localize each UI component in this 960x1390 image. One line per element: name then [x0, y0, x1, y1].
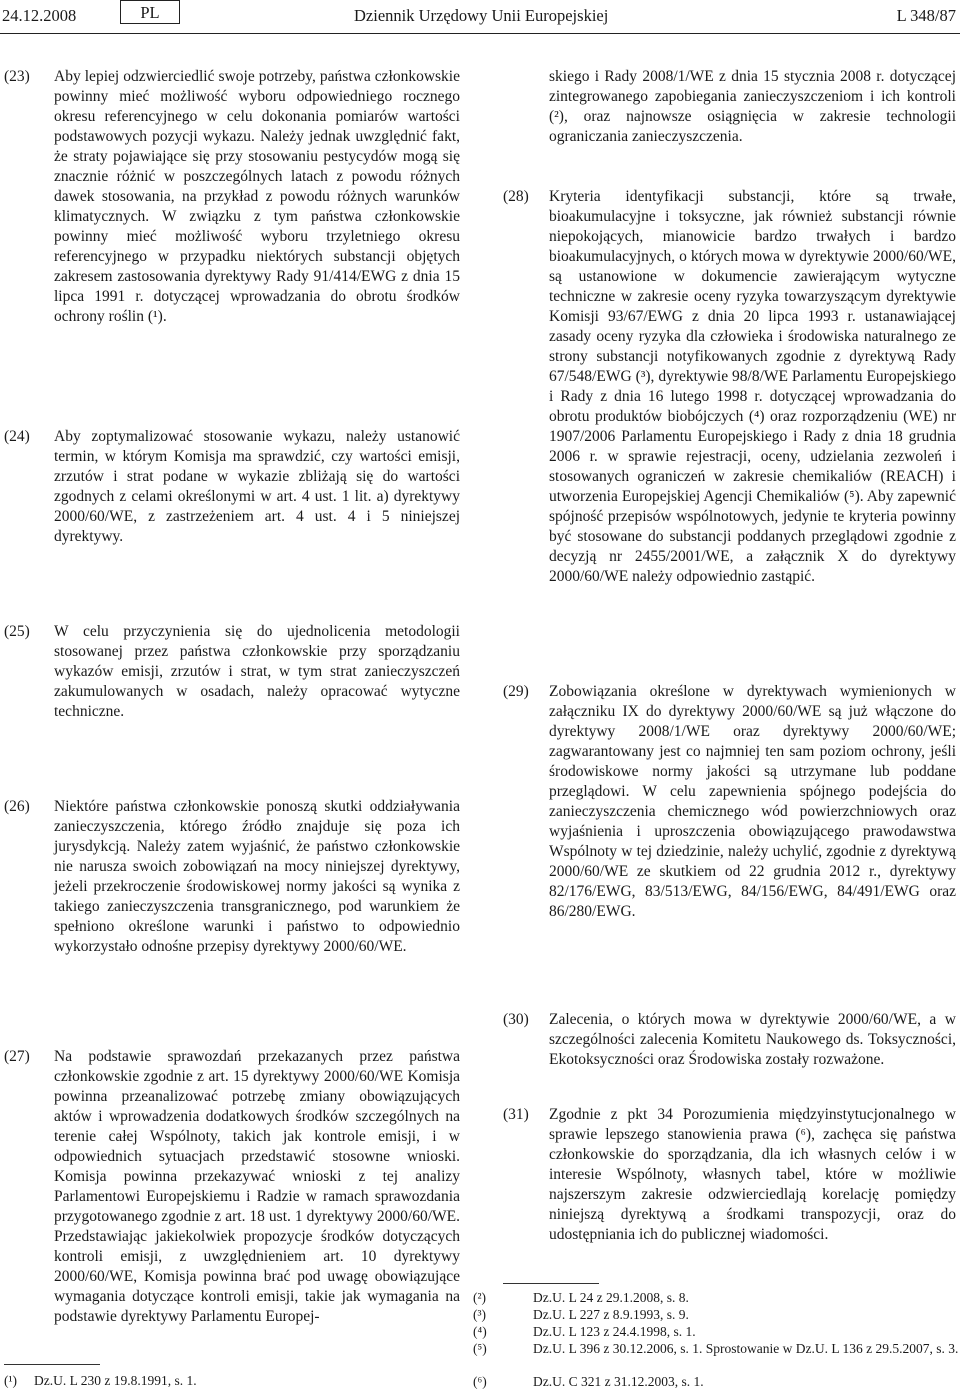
footnote-text: Dz.U. L 227 z 8.9.1993, s. 9. — [533, 1307, 689, 1322]
footnote-number: (²) — [473, 1290, 487, 1305]
header-rule — [0, 33, 960, 34]
recital-number: (25) — [4, 623, 30, 640]
footnote-text: Dz.U. L 396 z 30.12.2006, s. 1. Sprostowanie w Dz.U. L 136 z 29.5.2007, s. 3. — [533, 1341, 959, 1356]
footnote-number: (⁴) — [473, 1324, 487, 1339]
footnote-4 — [473, 1323, 960, 1340]
page-header — [0, 0, 960, 34]
footnote-separator — [503, 1283, 599, 1284]
recital-number: (30) — [503, 1011, 529, 1028]
recital-text: Zgodnie z pkt 34 Porozumienia międzyinstytucjonalnego w sprawie lepszego stanowienia prawa (⁶), zachęca się państwa członkowskie do sporządzania, dla ich własnych celów i w interesie Wspólnoty, własnych tabel, które w możliwie najszerszym zakresie odzwierciedlają korelację pomiędzy niniejszą dyrektywą a środkami transpozycji, oraz do udostępniania ich do publicznej wiadomości. — [549, 1106, 956, 1243]
footnote-5 — [473, 1340, 960, 1357]
recital-text: W celu przyczynienia się do ujednolicenia metodologii stosowanej przez państwa członkowskie przy sporządzaniu wykazów emisji, zrzutów i strat, w tym strat zanieczyszczeń zakumulowanych w osadach, należy opracować wytyczne techniczne. — [54, 623, 460, 720]
footnote-1 — [4, 1372, 460, 1389]
recital-text: Aby zoptymalizować stosowanie wykazu, należy ustanowić termin, w którym Komisja ma sprawdzić, czy wartości emisji, zrzutów i strat podane w wykazie zbliżają się do wartości zgodnych z celami określonymi w art. 4 ust. 1 lit. a) dyrektywy 2000/60/WE, z zastrzeżeniem art. 4 ust. 4 i 5 niniejszej dyrektywy. — [54, 428, 460, 545]
page-reference: L 348/87 — [896, 6, 956, 25]
publication-date: 24.12.2008 — [2, 6, 77, 25]
footnote-text: Dz.U. L 24 z 29.1.2008, s. 8. — [533, 1290, 689, 1305]
footnote-number: (³) — [473, 1307, 487, 1322]
recital-text: Aby lepiej odzwierciedlić swoje potrzeby, państwa członkowskie powinny mieć możliwość wyboru odpowiedniego rocznego okresu referencyjnego w celu dokonania pomiarów wartości podstawowych pozycji wykazu. Należy jednak uwzględnić fakt, że straty pojawiające się przy stosowaniu pestycydów mogą się znacznie różnić w poszczególnych latach z powodu różnych dawek stosowania, na przykład z powodu różnych warunków klimatycznych. W związku z tym państwa członkowskie powinny mieć możliwość wyboru trzyletniego okresu referencyjnego w przypadku niektórych substancji objętych zakresem zastosowania dyrektywy Rady 91/414/EWG z dnia 15 lipca 1991 r. dotyczącej wprowadzania do obrotu środków ochrony roślin (¹). — [54, 68, 460, 325]
recital-text: Na podstawie sprawozdań przekazanych przez państwa członkowskie zgodnie z art. 15 dyrektywy 2000/60/WE Komisja powinna przeanalizować potrzebę zmiany obowiązujących aktów i wprowadzenia dodatkowych środków szczególnych na terenie całej Wspólnoty, takich jak kontrole emisji, i w odpowiednich sytuacjach przedstawić stosowne wnioski. Komisja powinna przekazywać wnioski z tej analizy Parlamentowi Europejskiemu i Radzie w ramach sprawozdania przygotowanego zgodnie z art. 18 ust. 1 dyrektywy 2000/60/WE. Przedstawiając jakiekolwiek propozycje środków dotyczących kontroli emisji, z uwzględnieniem art. 10 dyrektywy 2000/60/WE, Komisja powinna brać pod uwagę obowiązujące wymagania dotyczące kontroli emisji, takie jak wymagania na podstawie dyrektywy Parlamentu Europej- — [54, 1048, 460, 1325]
recital-number: (24) — [4, 428, 30, 445]
recital-text: Zalecenia, o których mowa w dyrektywie 2000/60/WE, a w szczególności zalecenia Komitetu Naukowego ds. Toksyczności, Ekotoksyczności oraz Środowiska zostały rozważone. — [549, 1011, 956, 1068]
footnote-3 — [473, 1306, 960, 1323]
footnote-number: (¹) — [4, 1373, 18, 1388]
recital-number: (31) — [503, 1106, 529, 1123]
recital-text: Zobowiązania określone w dyrektywach wymienionych w załączniku IX do dyrektywy 2000/60/WE są już włączone do dyrektywy 2008/1/WE oraz dyrektywy 2000/60/WE; zagwarantowany jest co najmniej ten sam poziom ochrony, jeśli środowiskowe normy jakości są utrzymane lub poddane przeglądowi. W celu zapewnienia spójnego podejścia do zanieczyszczenia chemicznego wód powierzchniowych oraz wyjaśnienia i uproszczenia obowiązującego prawodawstwa Wspólnoty w tej dziedzinie, należy uchylić, zgodnie z dyrektywą 2000/60/WE ze skutkiem od 22 grudnia 2012 r., dyrektywy 82/176/EWG, 83/513/EWG, 84/156/EWG, 84/491/EWG oraz 86/280/EWG. — [549, 683, 956, 920]
recital-number: (23) — [4, 68, 30, 85]
recital-text: Kryteria identyfikacji substancji, które są trwałe, bioakumulacyjne i toksyczne, jak również substancji równie niepokojących, mianowicie bardzo trwałych i bardzo bioakumulacyjnych, o których mowa w dyrektywie 2000/60/WE, są ustanowione w dokumencie zawierającym wytyczne techniczne w zakresie oceny ryzyka towarzyszącym dyrektywie Komisji 93/67/EWG z dnia 20 lipca 1993 r. ustanawiającej zasady oceny ryzyka dla człowieka i środowiska naturalnego ze strony substancji notyfikowanych zgodnie z dyrektywą Rady 67/548/EWG (³), dyrektywie 98/8/WE Parlamentu Europejskiego i Rady z dnia 16 lutego 1998 r. dotyczącej wprowadzania do obrotu produktów biobójczych (⁴) oraz rozporządzeniu (WE) nr 1907/2006 Parlamentu Europejskiego i Rady z dnia 18 grudnia 2006 r. w sprawie rejestracji, oceny, udzielania zezwoleń i stosowanych ograniczeń w zakresie chemikaliów (REACH) i utworzenia Europejskiej Agencji Chemikaliów (⁵). Aby zapewnić spójność przepisów wspólnotowych, jedynie te kryteria powinny być stosowane do substancji poddanych przeglądowi zgodnie z decyzją nr 2455/2001/WE, a załącznik X do dyrektywy 2000/60/WE należy odpowiednio zastąpić. — [549, 188, 956, 585]
recital-text: Niektóre państwa członkowskie ponoszą skutki oddziaływania zanieczyszczenia, którego źródło znajduje się poza ich jurysdykcją. Należy zatem wyjaśnić, że państwo członkowskie nie narusza swoich zobowiązań na mocy niniejszej dyrektywy, jeżeli przekroczenie środowiskowej normy jakości są wynika z takiego zanieczyszczenia transgranicznego, pod warunkiem że spełniono określone warunki i państwo to odpowiednio wykorzystało odnośne przepisy dyrektywy 2000/60/WE. — [54, 798, 460, 955]
footnote-number: (⁵) — [473, 1341, 487, 1356]
footnote-text: Dz.U. L 230 z 19.8.1991, s. 1. — [34, 1373, 197, 1388]
language-badge: PL — [120, 0, 180, 24]
footnote-separator — [4, 1364, 100, 1365]
footnote-2 — [473, 1289, 960, 1306]
recital-number: (26) — [4, 798, 30, 815]
footnote-text: Dz.U. C 321 z 31.12.2003, s. 1. — [533, 1374, 704, 1389]
recital-number: (28) — [503, 188, 529, 205]
footnote-6 — [473, 1373, 960, 1390]
recital-number: (29) — [503, 683, 529, 700]
recital-27-continuation: skiego i Rady 2008/1/WE z dnia 15 stycznia 2008 r. dotyczącej zintegrowanego zapobiegania zanieczyszczeniom i ich kontroli (²), oraz najnowsze osiągnięcia w zakresie technologii ograniczania zanieczyszczenia. — [549, 68, 956, 145]
footnote-number: (⁶) — [473, 1374, 487, 1389]
journal-title: Dziennik Urzędowy Unii Europejskiej — [354, 6, 609, 25]
footnote-text: Dz.U. L 123 z 24.4.1998, s. 1. — [533, 1324, 696, 1339]
recital-number: (27) — [4, 1048, 30, 1065]
